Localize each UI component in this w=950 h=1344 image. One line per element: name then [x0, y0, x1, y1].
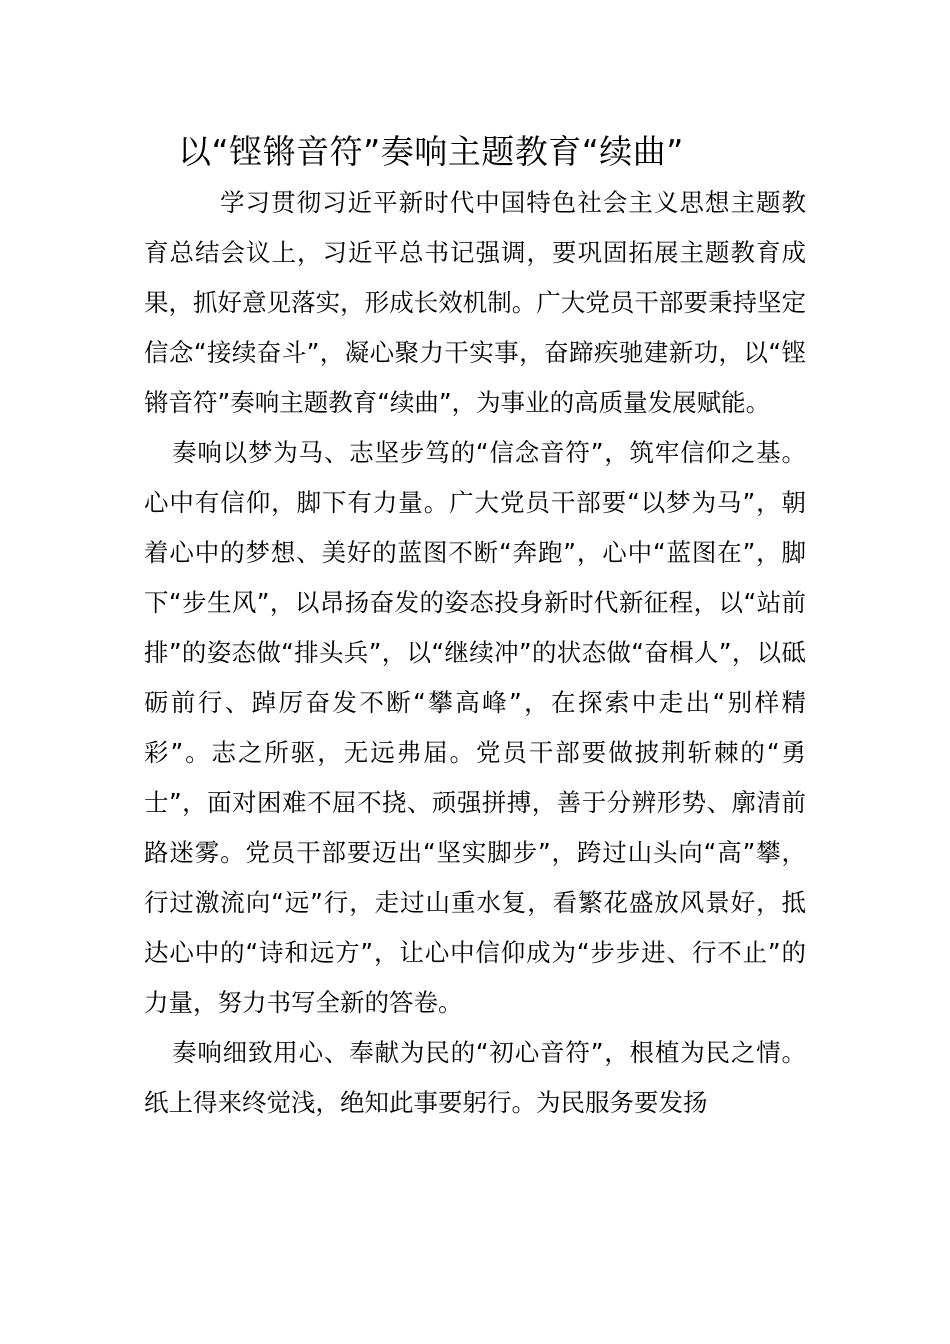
paragraph-original-aspiration-note: 奏响细致用心、奉献为民的“初心音符”，根植为民之情。纸上得来终觉浅，绝知此事要躬行。为民服务要发扬 [144, 1038, 806, 1117]
paragraph-belief-note: 奏响以梦为马、志坚步笃的“信念音符”，筑牢信仰之基。心中有信仰，脚下有力量。广大党员干部要“以梦为马”，朝着心中的梦想、美好的蓝图不断“奔跑”，心中“蓝图在”，脚下“步生风”，以昂扬奋发的姿态投身新时代新征程，以“站前排”的姿态做“排头兵”，以“继续冲”的状态做“奋楫人”，以砥砺前行、踔厉奋发不断“攀高峰”，在探索中走出“别样精彩”。志之所驱，无远弗届。党员干部要做披荆斩棘的“勇士”，面对困难不屈不挠、顽强拼搏，善于分辨形势、廓清前路迷雾。党员干部要迈出“坚实脚步”，跨过山头向“高”攀，行过激流向“远”行，走过山重水复，看繁花盛放风景好，抵达心中的“诗和远方”，让心中信仰成为“步步进、行不止”的力量，努力书写全新的答卷。 [144, 438, 806, 1017]
paragraph-intro: 学习贯彻习近平新时代中国特色社会主义思想主题教育总结会议上，习近平总书记强调，要巩固拓展主题教育成果，抓好意见落实，形成长效机制。广大党员干部要秉持坚定信念“接续奋斗”，凝心聚力干实事，奋蹄疾驰建新功，以“铿锵音符”奏响主题教育“续曲”，为事业的高质量发展赋能。 [144, 188, 806, 417]
document-title: 以“铿锵音符”奏响主题教育“续曲” [178, 132, 684, 171]
document-page [144, 126, 806, 1128]
